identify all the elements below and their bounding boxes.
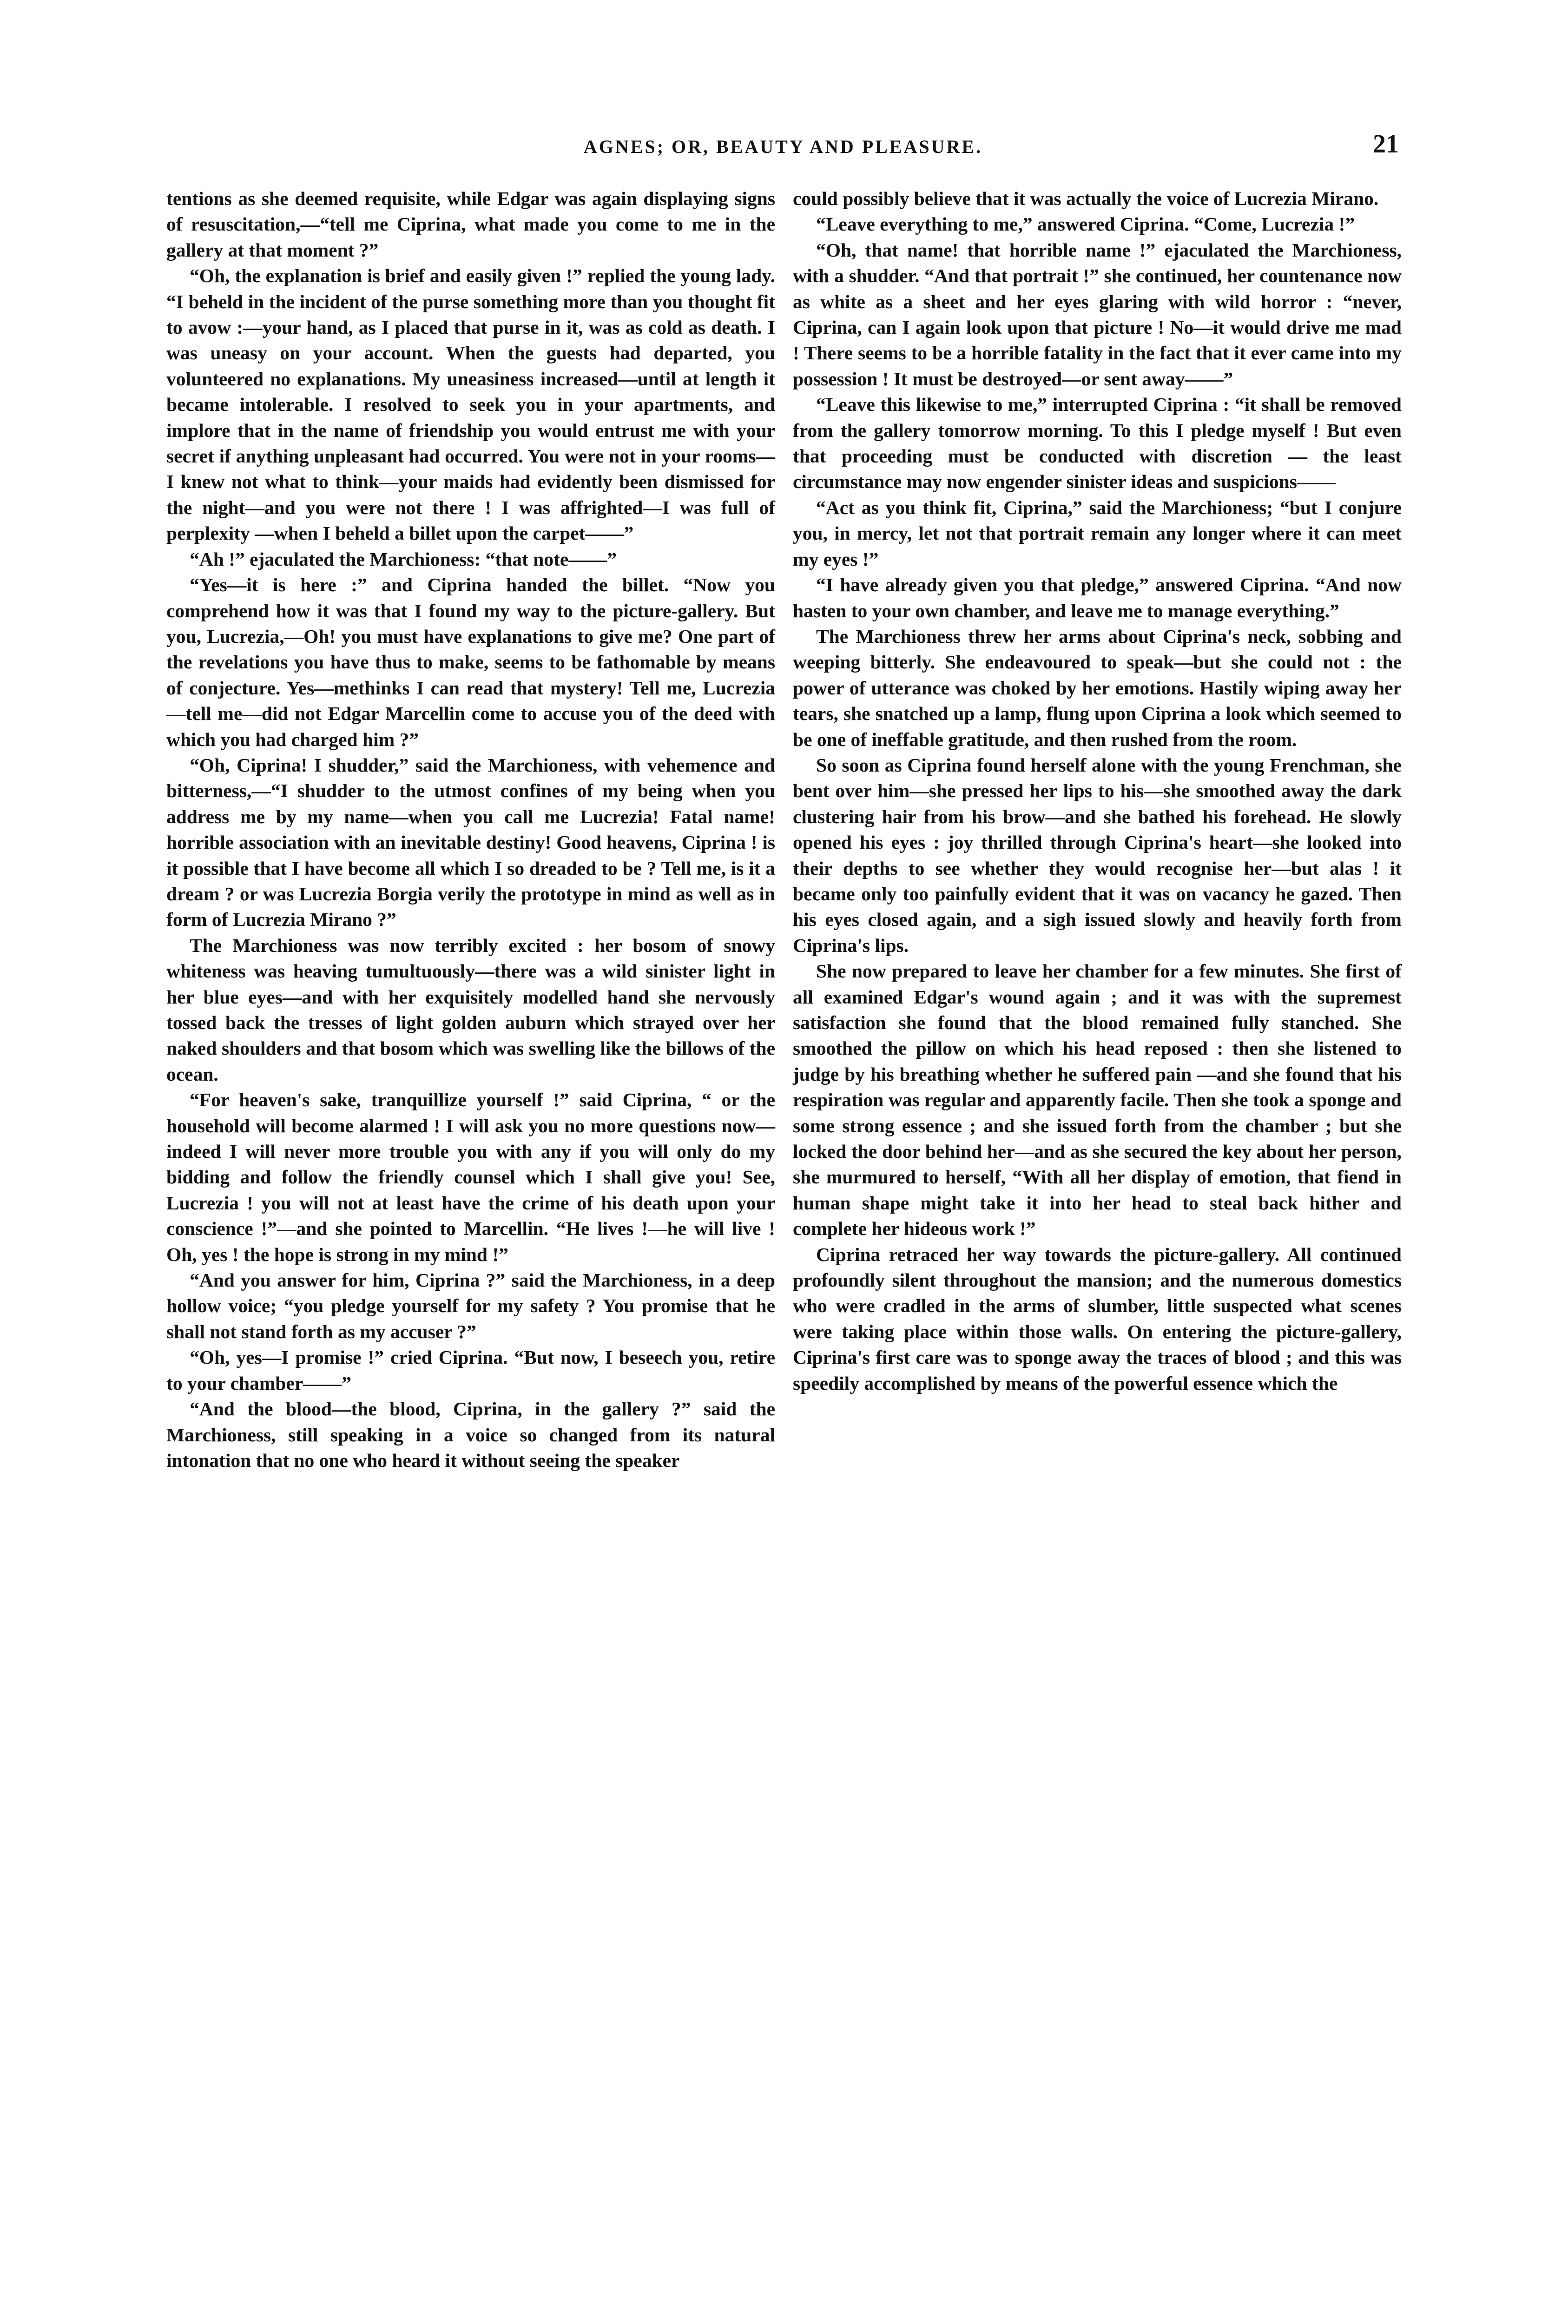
paragraph: So soon as Ciprina found herself alone with the young Frenchman, she bent over him—she pressed her lips to his—she smoothed away the dark clustering hair from his brow—and she bathed his forehead. He slowly opened his eyes : joy thrilled through Ciprina's heart—she looked into their depths to see whether they would recognise her—but alas ! it became only too painfully evident that it was on vacancy he gazed. Then his eyes closed again, and a sigh issued slowly and heavily forth from Ciprina's lips. <box>793 754 1402 956</box>
right-text-column <box>793 186 1402 1396</box>
paragraph: “And the blood—the blood, Ciprina, in the gallery ?” said the Marchioness, still speaking in a voice so changed from its natural intonation that no one who heard it without seeing the speaker <box>166 1398 775 1471</box>
paragraph: “Oh, yes—I promise !” cried Ciprina. “But now, I beseech you, retire to your chamber——” <box>166 1347 775 1394</box>
paragraph: The Marchioness threw her arms about Ciprina's neck, sobbing and weeping bitterly. She endeavoured to speak—but she could not : the power of utterance was choked by her emotions. Hastily wiping away her tears, she snatched up a lamp, flung upon Ciprina a look which seemed to be one of ineffable gratitude, and then rushed from the room. <box>793 625 1402 750</box>
paragraph: She now prepared to leave her chamber for a few minutes. She first of all examined Edgar's wound again ; and it was with the supremest satisfaction she found that the blood remained fully stanched. She smoothed the pillow on which his head reposed : then she listened to judge by his breathing whether he suffered pain —and she found that his respiration was regular and apparently facile. Then she took a sponge and some strong essence ; and she issued forth from the chamber ; but she locked the door behind her—and as she secured the key about her person, she murmured to herself, “With all her display of emotion, that fiend in human shape might take it into her head to steal back hither and complete her hideous work !” <box>793 960 1402 1240</box>
paragraph: “Oh, that name! that horrible name !” ejaculated the Marchioness, with a shudder. “And that portrait !” she continued, her countenance now as white as a sheet and her eyes glaring with wild horror : “never, Ciprina, can I again look upon that picture ! No—it would drive me mad ! There seems to be a horrible fatality in the fact that it ever came into my possession ! It must be destroyed—or sent away——” <box>793 239 1402 390</box>
running-title: AGNES; OR, BEAUTY AND PLEASURE. <box>583 136 983 157</box>
page-number: 21 <box>1373 130 1399 158</box>
paragraph: could possibly believe that it was actually the voice of Lucrezia Mirano. <box>793 188 1379 209</box>
paragraph: “Oh, Ciprina! I shudder,” said the Marchioness, with vehemence and bitterness,—“I shudder to the utmost confines of my being when you address me by my name—when you call me Lucrezia! Fatal name! horrible association with an inevitable destiny! Good heavens, Ciprina ! is it possible that I have become all which I so dreaded to be ? Tell me, is it a dream ? or was Lucrezia Borgia verily the prototype in mind as well as in form of Lucrezia Mirano ?” <box>166 754 775 931</box>
paragraph: “Leave this likewise to me,” interrupted Ciprina : “it shall be removed from the gallery tomorrow morning. To this I pledge myself ! But even that proceeding must be conducted with discretion — the least circumstance may now engender sinister ideas and suspicions—— <box>793 394 1402 493</box>
left-text-column <box>166 186 775 1473</box>
paragraph: The Marchioness was now terribly excited : her bosom of snowy whiteness was heaving tumultuously—there was a wild sinister light in her blue eyes—and with her exquisitely modelled hand she nervously tossed back the tresses of light golden auburn which strayed over her naked shoulders and that bosom which was swelling like the billows of the ocean. <box>166 934 775 1085</box>
paragraph: “Ah !” ejaculated the Marchioness: “that note——” <box>190 548 617 570</box>
paragraph: “For heaven's sake, tranquillize yourself !” said Ciprina, “ or the household will become alarmed ! I will ask you no more questions now—indeed I will never more trouble you with any if you will only do my bidding and follow the friendly counsel which I shall give you! See, Lucrezia ! you will not at least have the crime of his death upon your conscience !”—and she pointed to Marcellin. “He lives !—he will live ! Oh, yes ! the hope is strong in my mind !” <box>166 1089 775 1265</box>
paragraph: “Leave everything to me,” answered Ciprina. “Come, Lucrezia !” <box>816 213 1355 235</box>
paragraph: “Yes—it is here :” and Ciprina handed the billet. “Now you comprehend how it was that I found my way to the picture-gallery. But you, Lucrezia,—Oh! you must have explanations to give me? One part of the revelations you have thus to make, seems to be fathomable by means of conjecture. Yes—methinks I can read that mystery! Tell me, Lucrezia—tell me—did not Edgar Marcellin come to accuse you of the deed with which you had charged him ?” <box>166 574 775 750</box>
paragraph: “I have already given you that pledge,” answered Ciprina. “And now hasten to your own chamber, and leave me to manage everything.” <box>793 574 1402 621</box>
paragraph: “Act as you think fit, Ciprina,” said the Marchioness; “but I conjure you, in mercy, let not that portrait remain any longer where it can meet my eyes !” <box>793 496 1402 570</box>
paragraph: “And you answer for him, Ciprina ?” said the Marchioness, in a deep hollow voice; “you pledge yourself for my safety ? You promise that he shall not stand forth as my accuser ?” <box>166 1269 775 1342</box>
paragraph: tentions as she deemed requisite, while Edgar was again displaying signs of resuscitation,—“tell me Ciprina, what made you come to me in the gallery at that moment ?” <box>166 188 775 261</box>
paragraph: “Oh, the explanation is brief and easily given !” replied the young lady. “I beheld in the incident of the purse something more than you thought fit to avow :—your hand, as I placed that purse in it, was as cold as death. I was uneasy on your account. When the guests had departed, you volunteered no explanations. My uneasiness increased—until at length it became intolerable. I resolved to seek you in your apartments, and implore that in the name of friendship you would entrust me with your secret if anything unpleasant had occurred. You were not in your rooms—I knew not what to think—your maids had evidently been dismissed for the night—and you were not there ! I was affrighted—I was full of perplexity —when I beheld a billet upon the carpet——” <box>166 265 775 544</box>
paragraph: Ciprina retraced her way towards the picture-gallery. All continued profoundly silent throughout the mansion; and the numerous domestics who were cradled in the arms of slumber, little suspected what scenes were taking place within those walls. On entering the picture-gallery, Ciprina's first care was to sponge away the traces of blood ; and this was speedily accomplished by means of the powerful essence which the <box>793 1243 1402 1394</box>
page-header <box>167 130 1399 173</box>
